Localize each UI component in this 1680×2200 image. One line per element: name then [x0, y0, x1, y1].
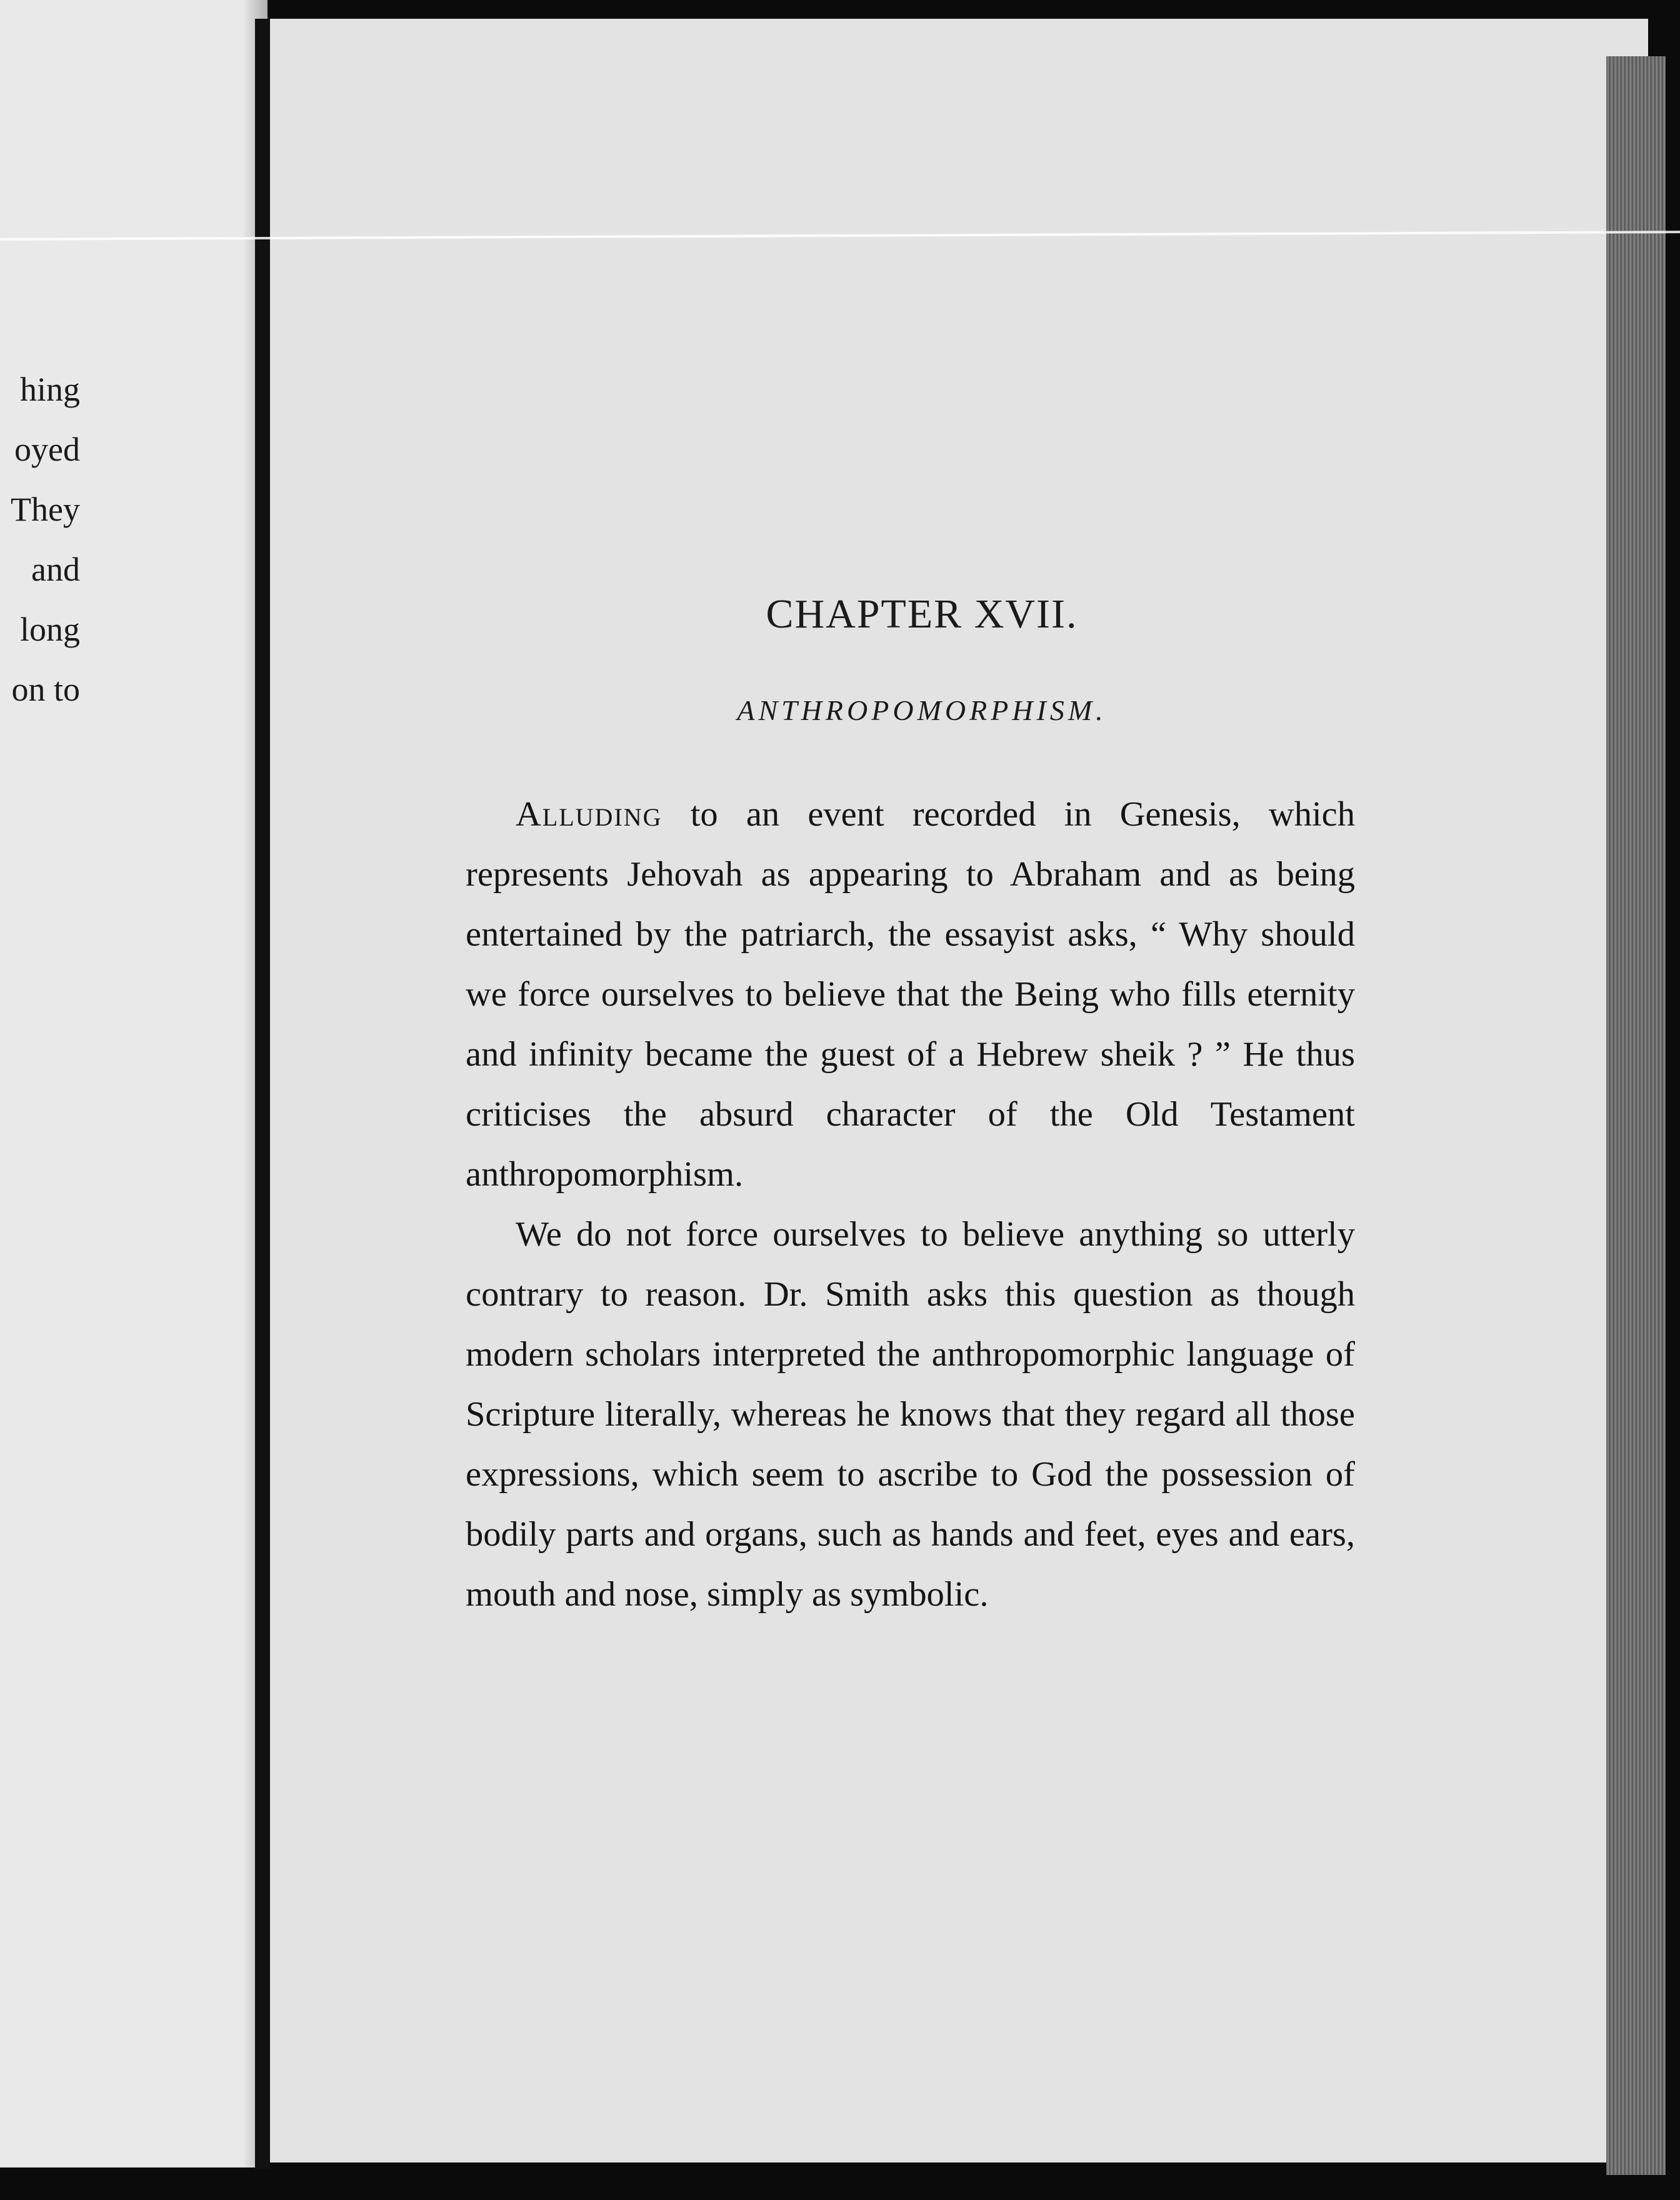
paragraph-text: We do not force ourselves to believe anything so utterly contrary to reason. Dr. Smith asks this question as though modern scholars interpreted the anthropomorphic language of Scripture literally, whereas he knows that they regard all those expressions, which seem to ascribe to God the possession of bodily parts and organs, such as hands and feet, eyes and ears, mouth and nose, simply as symbolic. — [466, 1215, 1355, 1614]
paragraph — [466, 1204, 1355, 1624]
paragraph — [466, 784, 1355, 1204]
left-page-line: long — [19, 611, 80, 648]
book-gutter — [255, 19, 270, 2169]
left-page-line: They — [11, 491, 80, 528]
left-page-line: and — [31, 551, 80, 588]
chapter-body — [466, 784, 1355, 1624]
page-edge-stack — [1606, 56, 1666, 2175]
left-page — [0, 0, 268, 2168]
left-page-line: hing — [19, 371, 80, 408]
left-page-line: oyed — [14, 431, 80, 468]
paragraph-lead-word: Alluding — [516, 795, 662, 834]
chapter-title: CHAPTER XVII. — [766, 591, 1078, 637]
left-page-line: on to — [11, 671, 80, 708]
paragraph-text: to an event recorded in Genesis, which represents Jehovah as appearing to Abraham and as being entertained by the patriarch, the essayist asks, “ Why should we force ourselves to believe that the Being who fills eternity and infinity became the guest of a Hebrew sheik ? ” He thus criticises the absurd character of the Old Testament anthropomorphism. — [466, 795, 1355, 1194]
chapter-subtitle: ANTHROPOMORPHISM. — [737, 694, 1107, 726]
left-page-text-fragments — [0, 359, 80, 719]
